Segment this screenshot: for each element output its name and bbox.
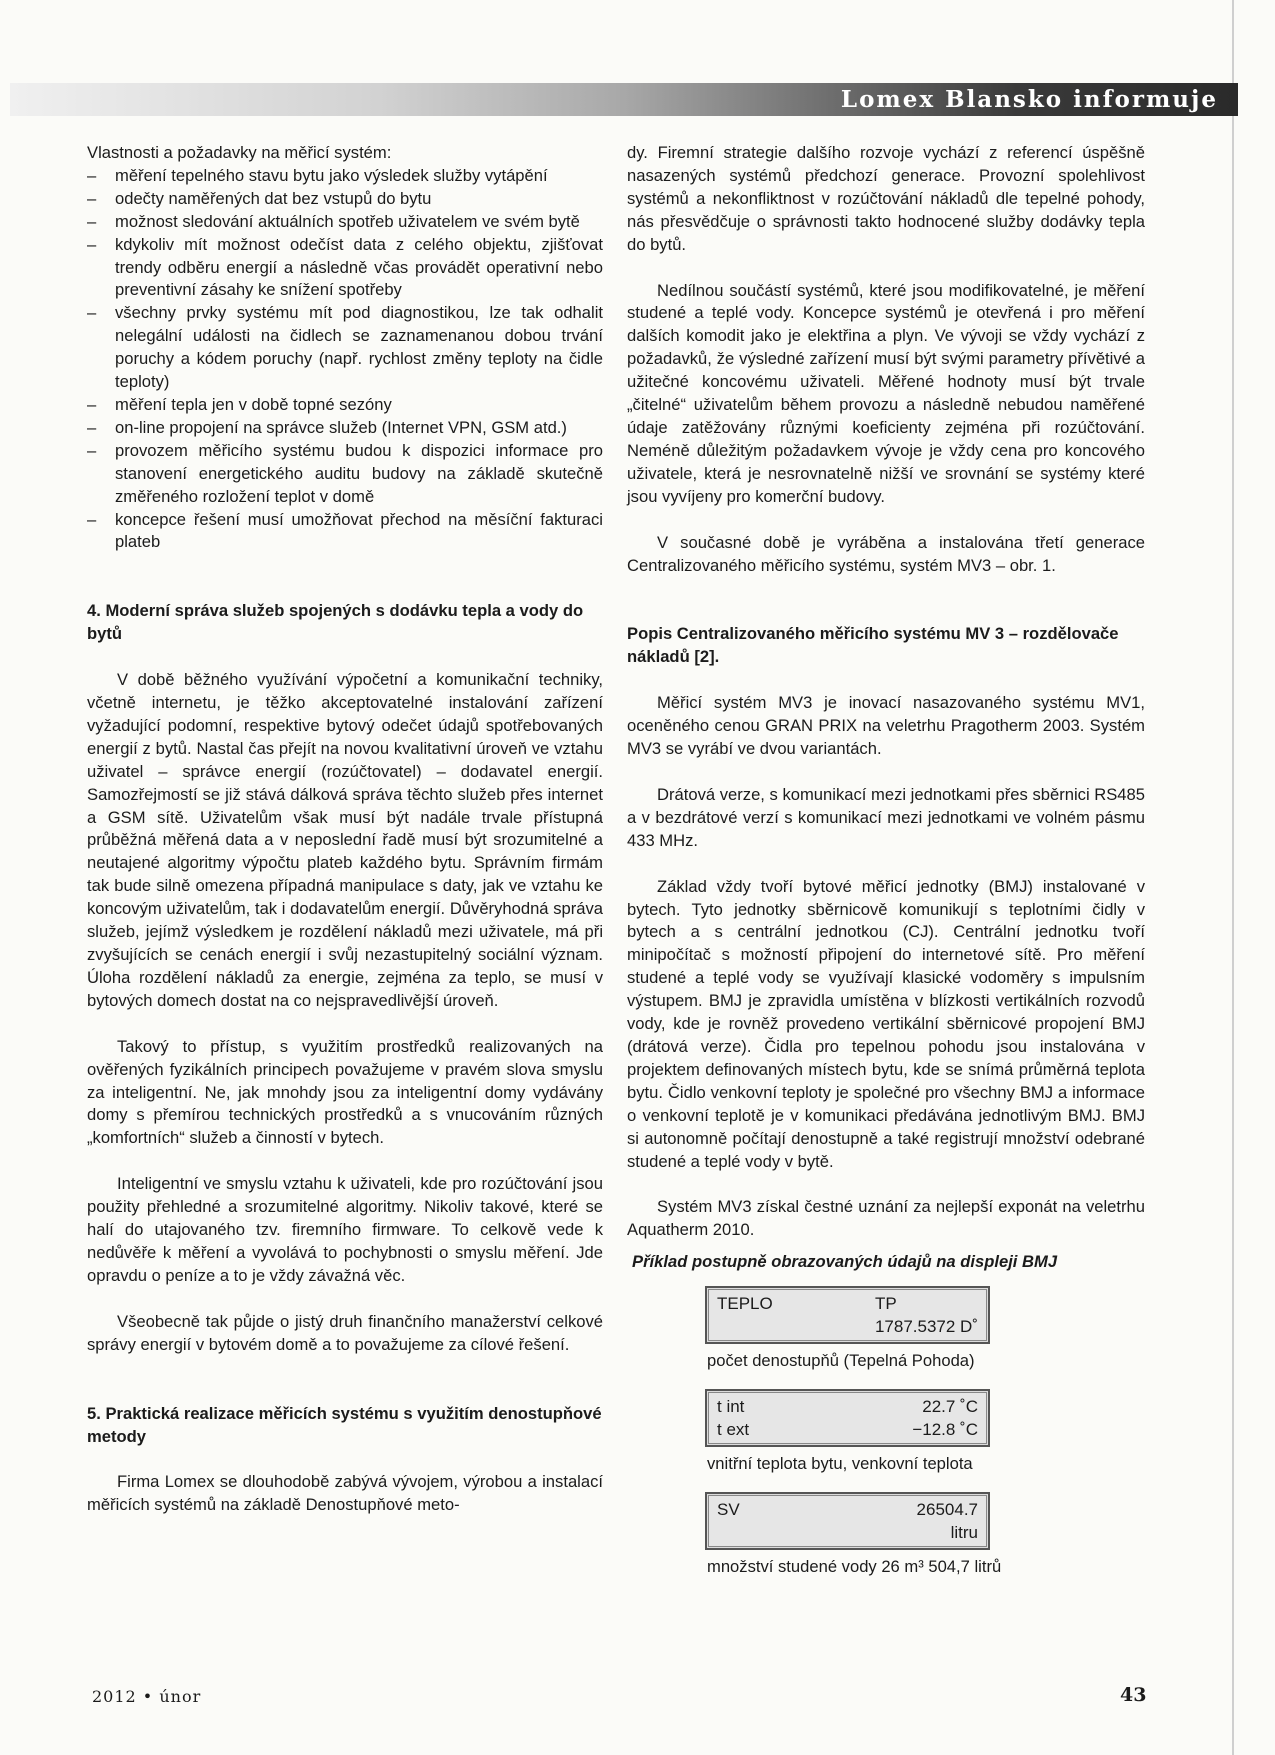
display-code: TP <box>874 1294 897 1314</box>
body-paragraph: Základ vždy tvoří bytové měřicí jednotky (BMJ) instalované v bytech. Tyto jednotky sběrnicově komunikují s teplotními čidly v bytech a s centrální jednotkou (CJ). Centrální jednotku tvoří minipočítač s možností připojení do internetové sítě. Pro měření studené a teplé vody se využívají klasické vodoměry s impulsním výstupem. BMJ je zpravidla umístěna v blízkosti vertikálních rozvodů vody, kde je rovněž provedeno vertikální sběrnicové propojení BMJ (drátová verze). Čidla pro tepelnou pohodu jsou instalována v projektem definovaných místech bytu, kde se snímá průměrná teplota bytu. Čidlo venkovní teploty je společné pro všechny BMJ a informace o venkovní teplotě je v komunikaci předávána jednotlivým BMJ. BMJ si autonomně počítají denostupně a také registrují množství odebrané studené a teplé vody v bytě. <box>627 876 1145 1171</box>
display-label: t int <box>717 1397 745 1417</box>
display-example-heading: Příklad postupně obrazovaných údajů na displeji BMJ <box>632 1252 1058 1272</box>
header-title: Lomex Blansko informuje <box>840 86 1218 113</box>
section-4-heading: 4. Moderní správa služeb spojených s dodávku tepla a vody do bytů <box>87 601 584 644</box>
header-banner <box>10 83 1238 116</box>
list-item: – on-line propojení na správce služeb (Internet VPN, GSM atd.) <box>87 417 567 437</box>
display-panel-temperature <box>705 1389 990 1447</box>
list-item: – kdykoliv mít možnost odečíst data z celého objektu, zjišťovat trendy odběru energií a následně včas provádět operativní nebo preventivní zásahy ke snížení spotřeby <box>87 234 603 300</box>
display-value: 26504.7 <box>916 1499 978 1519</box>
page-number: 43 <box>1120 1684 1147 1706</box>
list-item: – měření tepla jen v době topné sezóny <box>87 394 392 414</box>
body-paragraph: Drátová verze, s komunikací mezi jednotkami přes sběrnici RS485 a v bezdrátové verzí s komunikací mezi jednotkami ve volném pásmu 433 MHz. <box>627 784 1145 850</box>
requirements-intro: Vlastnosti a požadavky na měřicí systém: <box>87 143 392 162</box>
display-label: TEPLO <box>717 1294 773 1314</box>
requirements-list <box>87 165 603 554</box>
section-4-paragraph: Inteligentní ve smyslu vztahu k uživateli, kde pro rozúčtování jsou použity přehledné a srozumitelné algoritmy. Nikoliv takové, které se halí do utajovaného tzv. firemního firmware. To celkově vede k nedůvěře k měření a vyvolává to pochybnosti o smyslu měření. Jde opravdu o peníze a to je vždy závažná věc. <box>87 1174 603 1285</box>
issue-date: 2012 • únor <box>92 1687 202 1706</box>
right-column <box>627 142 1145 1579</box>
body-paragraph: V současné době je vyráběna a instalována třetí generace Centralizovaného měřicího systému, systém MV3 – obr. 1. <box>627 532 1145 575</box>
list-item: – koncepce řešení musí umožňovat přechod na měsíční fakturaci plateb <box>87 509 603 552</box>
list-item: – možnost sledování aktuálních spotřeb uživatelem ve svém bytě <box>87 211 580 231</box>
display-value: −12.8 ˚C <box>912 1420 978 1440</box>
list-item: – měření tepelného stavu bytu jako výsledek služby vytápění <box>87 165 548 185</box>
display-caption: množství studené vody 26 m³ 504,7 litrů <box>707 1556 1002 1576</box>
body-paragraph: dy. Firemní strategie dalšího rozvoje vychází z referencí úspěšně nasazených systémů předchozí generace. Provozní spolehlivost systémů a nekonfliktnost v rozúčtování nákladů dle tepelné pohody, nás přesvědčuje o správnosti takto hodnocené služby dodávky tepla do bytů. <box>627 143 1145 254</box>
body-paragraph: Systém MV3 získal čestné uznání za nejlepší exponát na veletrhu Aquatherm 2010. <box>627 1197 1145 1240</box>
display-value: 22.7 ˚C <box>922 1397 978 1417</box>
page-fold-line <box>1232 0 1234 1755</box>
body-paragraph: Měřicí systém MV3 je inovací nasazovaného systému MV1, oceněného cenou GRAN PRIX na veletrhu Pragotherm 2003. Systém MV3 se vyrábí ve dvou variantách. <box>627 693 1145 759</box>
display-label: SV <box>717 1499 740 1519</box>
list-item: – odečty naměřených dat bez vstupů do bytu <box>87 188 432 208</box>
left-column <box>87 142 603 1517</box>
list-item: – všechny prvky systému mít pod diagnostikou, lze tak odhalit nelegální události na čidlech se zaznamenanou dobou trvání poruchy a kódem poruchy (např. rychlost změny teploty na čidle teploty) <box>87 303 603 392</box>
mv3-section-heading: Popis Centralizovaného měřicího systému MV 3 – rozdělovače nákladů [2]. <box>627 624 1119 667</box>
display-value: 1787.5372 D˚ <box>874 1317 978 1337</box>
body-paragraph: Nedílnou součástí systémů, které jsou modifikovatelné, je měření studené a teplé vody. Koncepce systémů je otevřená i pro měření dalších komodit jako je elektřina a plyn. Ve vývoji se vždy vychází z požadavků, že výsledné zařízení musí být svými parametry přívětivé a užitečné koncovému uživateli. Měřené hodnoty musí být trvale „čitelné“ uživatelům během provozu a následně nebudou naměřené údaje zatěžovány různými koeficienty zejména při rozúčtování. Neméně důležitým požadavkem vývoje je vždy cena pro koncového uživatele, která je nesrovnatelně nižší ve srovnání se systémy které jsou vyvíjeny pro komerční budovy. <box>627 280 1145 506</box>
display-panel-heat <box>705 1286 990 1344</box>
section-4-paragraph: Všeobecně tak půjde o jistý druh finančního manažerství celkové správy energií v bytovém domě a to považujeme za cílové řešení. <box>87 1311 603 1354</box>
display-caption: počet denostupňů (Tepelná Pohoda) <box>707 1351 975 1371</box>
display-unit: litru <box>950 1522 978 1542</box>
display-caption: vnitřní teplota bytu, venkovní teplota <box>707 1454 973 1474</box>
display-label: t ext <box>717 1420 750 1440</box>
display-panel-cold-water <box>705 1492 990 1550</box>
section-4-paragraph: V době běžného využívání výpočetní a komunikační techniky, včetně internetu, je těžko akceptovatelné instalování zařízení vyžadující podomní, respektive bytový odečet údajů spotřebovaných energií z bytů. Nastal čas přejít na novou kvalitativní úroveň ve vztahu uživatel – správce energií (rozúčtovatel) – dodavatel energií. Samozřejmostí se již stává dálková správa těchto služeb přes internet a GSM sítě. Uživatelům však musí být nadále trvale přístupná průběžná měřená data a v neposlední řadě musí být srozumitelné a neutajené algoritmy výpočtu plateb každého bytu. Správním firmám tak bude silně omezena případná manipulace s daty, jak ve vztahu ke koncovým uživatelům, tak i dodavatelům energií. Důvěryhodná správa služeb, jejímž výsledkem je rozdělení nákladů mezi uživatele, má při zvyšujících se cenách energií i svůj nezastupitelný sociální význam. Úloha rozdělení nákladů za energie, zejména za teplo, se musí v bytových domech dostat na co nejspravedlivější úroveň. <box>87 670 603 1010</box>
list-item: – provozem měřicího systému budou k dispozici informace pro stanovení energetického auditu budovy na základě skutečně změřeného rozložení teplot v domě <box>87 440 603 506</box>
section-5-heading: 5. Praktická realizace měřicích systému s využitím denostupňové metody <box>87 1403 602 1446</box>
section-5-paragraph: Firma Lomex se dlouhodobě zabývá vývojem, výrobou a instalací měřicích systémů na základě Denostupňové meto- <box>87 1472 603 1515</box>
section-4-paragraph: Takový to přístup, s využitím prostředků realizovaných na ověřených fyzikálních principech považujeme v pravém slova smyslu za inteligentní. Ne, jak mnohdy jsou za inteligentní domy vydávány domy s přemírou technických prostředků a s vnucováním různých „komfortních“ služeb a činností v bytech. <box>87 1036 603 1148</box>
